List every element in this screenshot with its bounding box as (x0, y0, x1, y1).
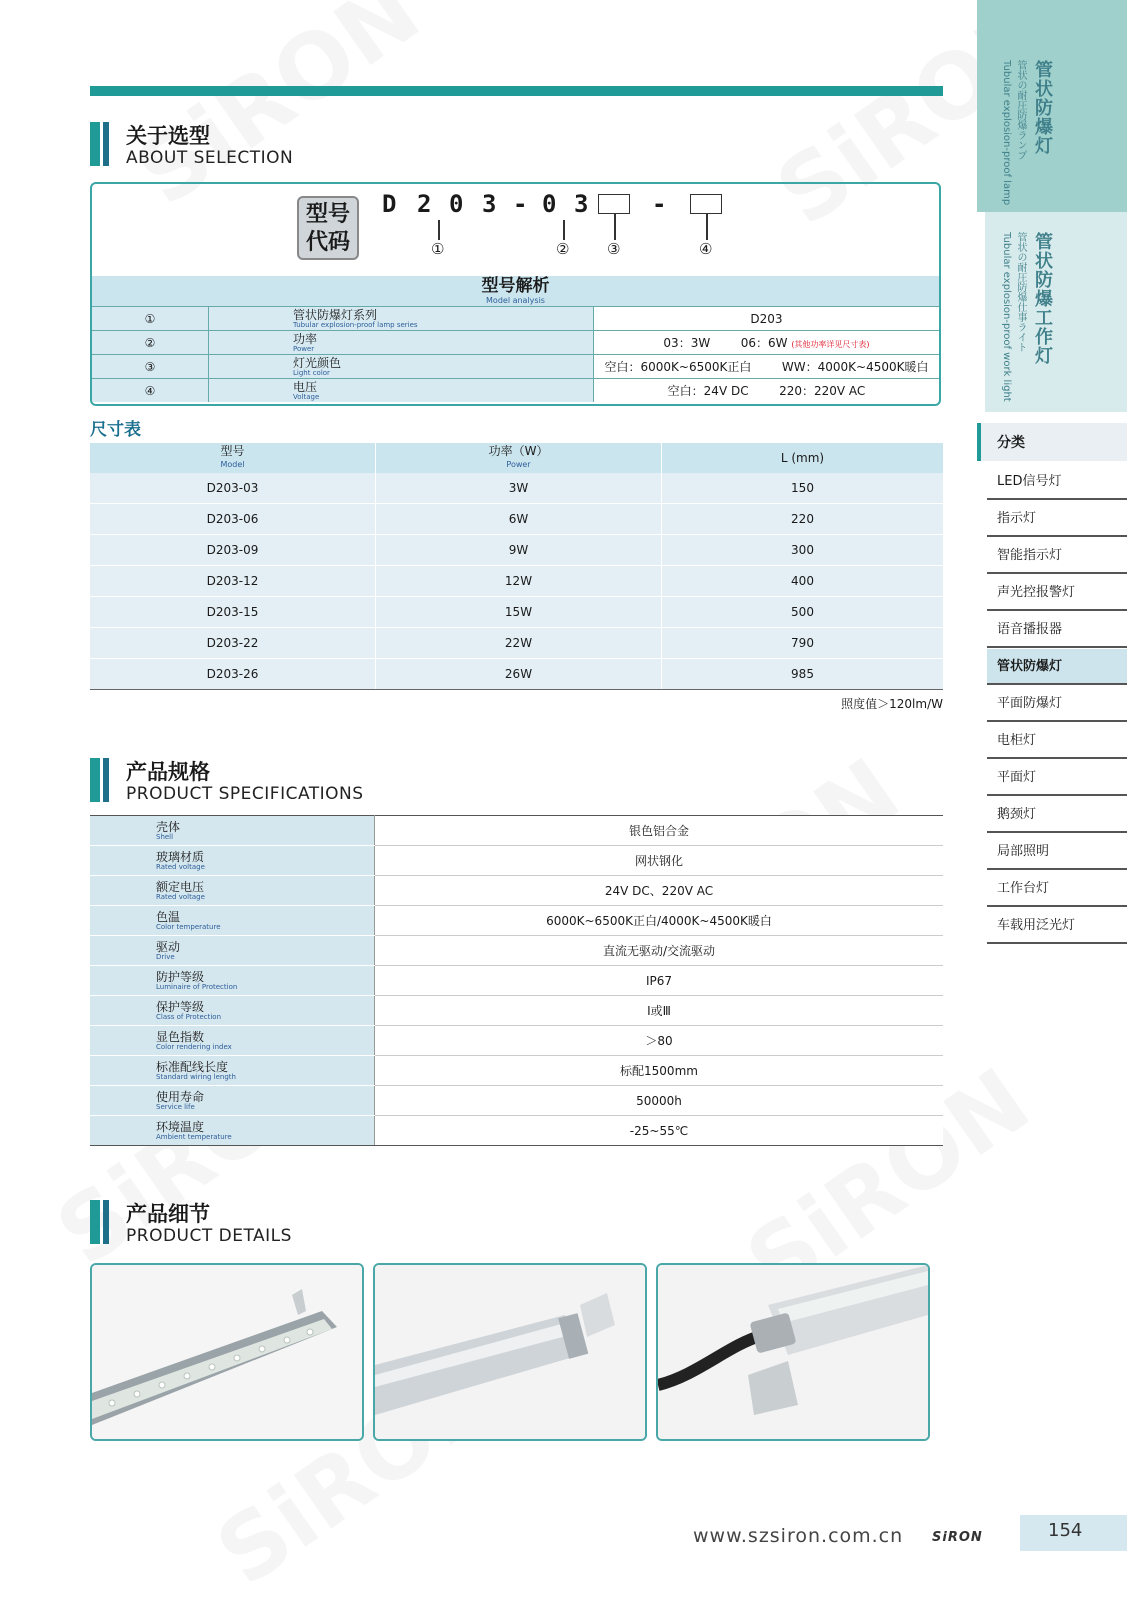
table-row: D203-09 9W 300 (90, 535, 943, 566)
heading-zh: 产品规格 (126, 760, 210, 784)
top-accent-bar (90, 86, 943, 96)
code-char: 3 (482, 190, 497, 218)
table-row: ③ 灯光颜色 Light color 空白：6000K~6500K正白 WW：4000K~4500K暖白 (92, 355, 939, 379)
model-analysis-header: 型号解析 Model analysis (92, 276, 939, 306)
table-row: 使用寿命 Service life 50000h (90, 1086, 943, 1116)
sidebar-category-header: 分类 (977, 423, 1127, 461)
table-row: D203-03 3W 150 (90, 473, 943, 504)
table-row: ② 功率 Power 03：3W 06：6W (其他功率详见尺寸表) (92, 331, 939, 355)
sidebar-item-vehicle-floodlight[interactable]: 车载用泛光灯 (987, 908, 1127, 944)
product-photo-cable-gland (656, 1263, 930, 1441)
sidebar-item-led-signal[interactable]: LED信号灯 (987, 464, 1127, 500)
code-char: 0 (542, 190, 557, 218)
sidebar-item-flat-explosion-lamp[interactable]: 平面防爆灯 (987, 686, 1127, 722)
heading-zh: 产品细节 (126, 1202, 210, 1226)
code-char: - (652, 190, 667, 218)
table-row: 保护等级 Class of Protection Ⅰ或Ⅲ (90, 996, 943, 1026)
code-blank (598, 194, 630, 214)
heading-en: ABOUT SELECTION (126, 148, 294, 168)
table-row: D203-22 22W 790 (90, 628, 943, 659)
marker-2: ② (556, 240, 570, 258)
pointer-line (706, 214, 708, 240)
marker-1: ① (431, 240, 445, 258)
pointer-line (563, 220, 565, 240)
code-blank (690, 194, 722, 214)
code-char: - (513, 190, 528, 218)
table-row: D203-15 15W 500 (90, 597, 943, 628)
table-row: 显色指数 Color rendering index ＞80 (90, 1026, 943, 1056)
illuminance-note: 照度值＞120lm/W (841, 697, 943, 711)
table-row: D203-06 6W 220 (90, 504, 943, 535)
table-row: 防护等级 Luminaire of Protection IP67 (90, 966, 943, 996)
table-row: 驱动 Drive 直流无驱动/交流驱动 (90, 936, 943, 966)
table-row: D203-26 26W 985 (90, 659, 943, 690)
code-char: D (382, 190, 397, 218)
heading-en: PRODUCT DETAILS (126, 1226, 292, 1246)
pointer-line (614, 214, 616, 240)
sidebar-item-local-lighting[interactable]: 局部照明 (987, 834, 1127, 870)
size-table-title: 尺寸表 (90, 420, 141, 440)
table-row: D203-12 12W 400 (90, 566, 943, 597)
model-analysis-table (92, 306, 939, 402)
table-row: 额定电压 Rated voltage 24V DC、220V AC (90, 876, 943, 906)
heading-en: PRODUCT SPECIFICATIONS (126, 784, 364, 804)
sidebar-item-gooseneck-light[interactable]: 鹅颈灯 (987, 797, 1127, 833)
code-char: 2 (417, 190, 432, 218)
footer-brand-logo: SiRON (932, 1530, 983, 1545)
table-header-row: 型号 Model 功率（W） Power L (mm) (90, 443, 943, 473)
sidebar-item-tubular-explosion-lamp[interactable]: 管状防爆灯 (987, 649, 1127, 685)
sidebar-item-indicator[interactable]: 指示灯 (987, 501, 1127, 537)
table-row: 玻璃材质 Rated voltage 网状钢化 (90, 846, 943, 876)
sidebar-item-alarm-light[interactable]: 声光控报警灯 (987, 575, 1127, 611)
table-row: 环境温度 Ambient temperature -25~55℃ (90, 1116, 943, 1146)
size-table (90, 443, 943, 690)
spec-table (90, 815, 943, 1146)
code-char: 0 (449, 190, 464, 218)
model-code-badge: 型号 代码 (297, 196, 359, 260)
table-row: ① 管状防爆灯系列 Tubular explosion-proof lamp series D203 (92, 307, 939, 331)
table-row: 壳体 Shell 银色铝合金 (90, 816, 943, 846)
sidebar-item-flat-light[interactable]: 平面灯 (987, 760, 1127, 796)
code-char: 3 (574, 190, 589, 218)
page-number: 154 (1048, 1520, 1083, 1541)
table-row: ④ 电压 Voltage 空白：24V DC 220：220V AC (92, 379, 939, 403)
sidebar-item-voice-broadcaster[interactable]: 语音播报器 (987, 612, 1127, 648)
table-row: 标准配线长度 Standard wiring length 标配1500mm (90, 1056, 943, 1086)
sidebar-tab-tubular-work-light: 管状防爆工作灯 管状の耐圧防爆仕事ライト Tubular explosion-proof work light (985, 212, 1127, 412)
product-photo-tube-end (373, 1263, 647, 1441)
model-code-box (90, 182, 941, 406)
sidebar-item-smart-indicator[interactable]: 智能指示灯 (987, 538, 1127, 574)
sidebar-tab-tubular-lamp: 管状防爆灯 管状の耐圧防爆ランプ Tubular explosion-proof lamp (977, 0, 1127, 212)
sidebar-item-cabinet-light[interactable]: 电柜灯 (987, 723, 1127, 759)
sidebar-item-desk-lamp[interactable]: 工作台灯 (987, 871, 1127, 907)
pointer-line (438, 220, 440, 240)
heading-zh: 关于选型 (126, 124, 210, 148)
website-url: www.szsiron.com.cn (693, 1525, 904, 1547)
table-row: 色温 Color temperature 6000K~6500K正白/4000K~4500K暖白 (90, 906, 943, 936)
marker-3: ③ (607, 240, 621, 258)
product-photo-led-strip (90, 1263, 364, 1441)
marker-4: ④ (699, 240, 713, 258)
